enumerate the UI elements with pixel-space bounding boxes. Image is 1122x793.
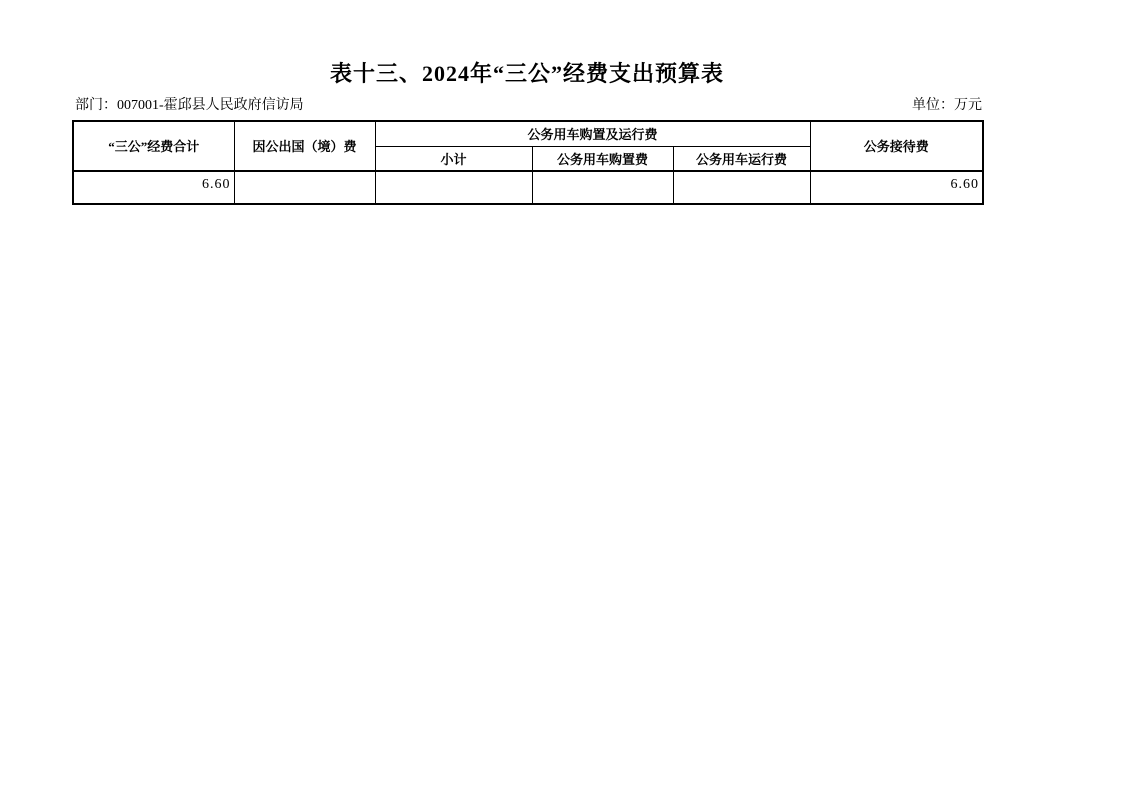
- cell-vehicle-operation: [673, 171, 810, 204]
- column-header-vehicle-subtotal: 小计: [375, 146, 532, 171]
- column-header-vehicle-purchase: 公务用车购置费: [532, 146, 673, 171]
- header-row-group: [73, 121, 983, 146]
- budget-table: [72, 120, 984, 205]
- cell-vehicle-purchase: [532, 171, 673, 204]
- cell-vehicle-subtotal: [375, 171, 532, 204]
- cell-total: 6.60: [73, 171, 234, 204]
- cell-abroad: [234, 171, 375, 204]
- column-header-vehicle-group: 公务用车购置及运行费: [375, 121, 810, 146]
- table-row: [73, 171, 983, 204]
- unit-label: 单位：万元: [912, 98, 982, 113]
- column-header-abroad: 因公出国（境）费: [234, 121, 375, 171]
- meta-row: [72, 97, 982, 115]
- page-title: 表十三、2024年“三公”经费支出预算表: [329, 61, 724, 86]
- column-header-reception: 公务接待费: [810, 121, 983, 171]
- cell-reception: 6.60: [810, 171, 983, 204]
- column-header-total: “三公”经费合计: [73, 121, 234, 171]
- column-header-vehicle-operation: 公务用车运行费: [673, 146, 810, 171]
- department-label: 部门：007001-霍邱县人民政府信访局: [75, 98, 304, 113]
